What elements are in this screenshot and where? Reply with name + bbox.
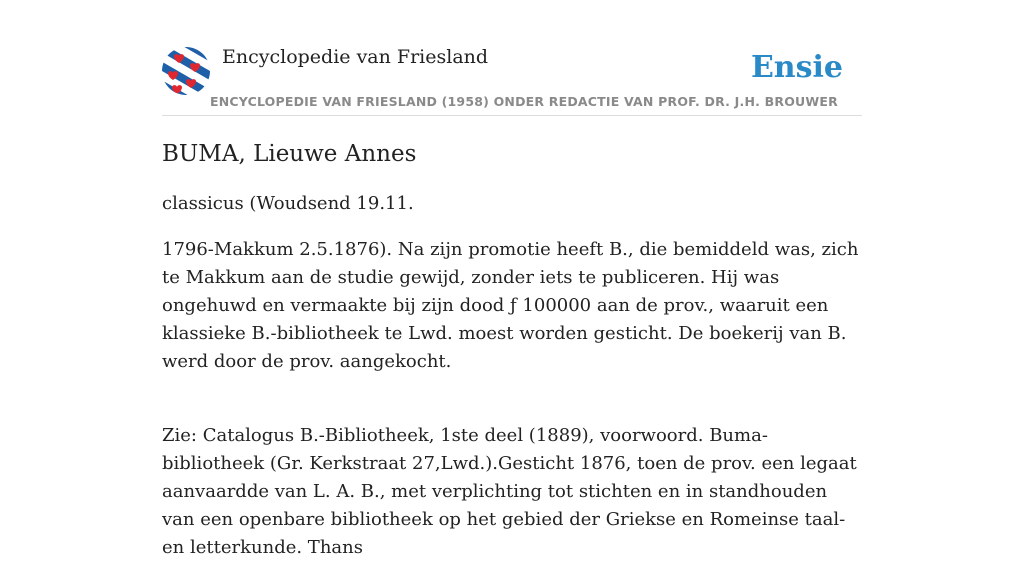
site-header (162, 44, 862, 116)
ensie-logo[interactable]: Ensie (750, 50, 843, 85)
paragraph-spacer (162, 394, 862, 422)
site-title[interactable]: Encyclopedie van Friesland (222, 46, 489, 68)
article-paragraph: classicus (Woudsend 19.11. (162, 193, 414, 214)
header-divider (162, 115, 862, 116)
article (162, 138, 862, 580)
site-subtitle: ENCYCLOPEDIE VAN FRIESLAND (1958) ONDER REDACTIE VAN PROF. DR. J.H. BROUWER (210, 94, 838, 109)
article-paragraph: Zie: Catalogus B.-Bibliotheek, 1ste deel (1889), voorwoord. Buma-bibliotheek (Gr. Kerkstraat 27,Lwd.).Gesticht 1876, toen de prov. een legaat aanvaardde van L. A. B., met verplichting tot stichten en in standhouden van een openbare bibliotheek op het gebied der Griekse en Romeinse taal- en letterkunde. Thans (162, 425, 857, 558)
frisian-flag-icon[interactable] (162, 47, 210, 95)
article-paragraph: 1796-Makkum 2.5.1876). Na zijn promotie heeft B., die bemiddeld was, zich te Makkum aan de studie gewijd, zonder iets te publiceren. Hij was ongehuwd en vermaakte bij zijn dood ƒ 100000 aan de prov., waaruit een klassieke B.-bibliotheek te Lwd. moest worden gesticht. De boekerij van B. werd door de prov. aangekocht. (162, 239, 859, 372)
article-title: BUMA, Lieuwe Annes (162, 141, 417, 167)
